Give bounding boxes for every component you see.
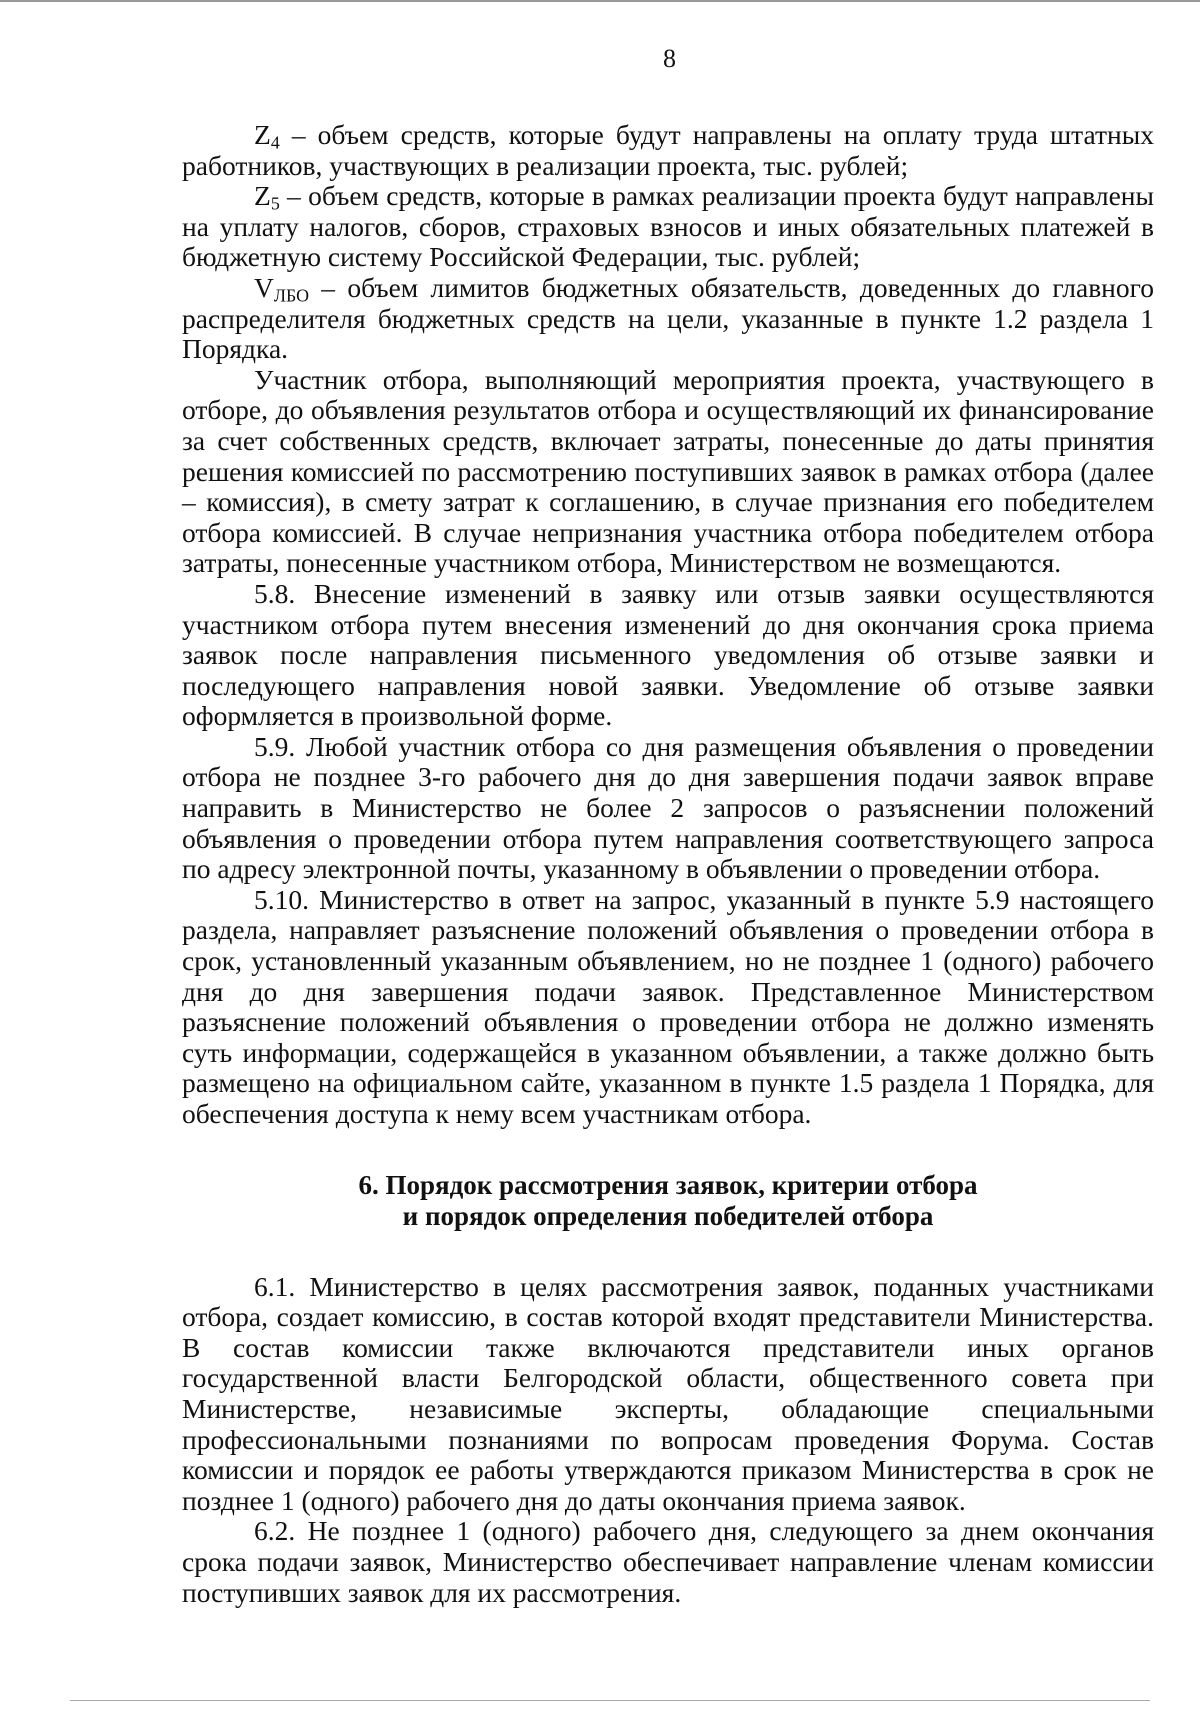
paragraph-6-1: 6.1. Министерство в целях рассмотрения заявок, поданных участниками отбора, создает комиссию, в состав которой входят представители Министерства. В состав комиссии также включаются представители иных органов государственной власти Белгородской области, общественного совета при Министерстве, независимые эксперты, обладающие специальными профессиональными познаниями по вопросам проведения Форума. Состав комиссии и порядок ее работы утверждаются приказом Министерства в срок не позднее 1 (одного) рабочего дня до даты окончания приема заявок. [182, 1270, 1154, 1516]
section-6-heading-line-1: 6. Порядок рассмотрения заявок, критерии отбора [358, 1169, 978, 1200]
z4-symbol: Z [254, 119, 271, 150]
paragraph-participant-costs: Участник отбора, выполняющий мероприятия проекта, участвующего в отборе, до объявления результатов отбора и осуществляющий их финансирование за счет собственных средств, включает затраты, понесенные до даты принятия решения комиссией по рассмотрению поступивших заявок в рамках отбора (далее – комиссия), в смету затрат к соглашению, в случае признания его победителем отбора комиссией. В случае непризнания участника отбора победителем отбора затраты, понесенные участником отбора, Министерством не возмещаются. [182, 363, 1154, 579]
z4-subscript: 4 [270, 132, 280, 153]
vlbo-symbol: V [254, 271, 274, 303]
z5-subscript: 5 [270, 193, 280, 214]
definition-z5 [182, 181, 1154, 273]
paragraph-5-10: 5.10. Министерство в ответ на запрос, указанный в пункте 5.9 настоящего раздела, направляет разъяснение положений объявления о проведении отбора в срок, установленный указанным объявлением, но не позднее 1 (одного) рабочего дня до дня завершения подачи заявок. Представленное Министерством разъяснение положений объявления о проведении отбора не должно изменять суть информации, содержащейся в указанном объявлении, а также должно быть размещено на официальном сайте, указанном в пункте 1.5 раздела 1 Порядка, для обеспечения доступа к нему всем участникам отбора. [182, 883, 1154, 1129]
top-scan-edge [0, 0, 1200, 2]
section-6-heading-line-2: и порядок определения победителей отбора [402, 1200, 934, 1231]
z4-definition-text: – объем средств, которые будут направлены на оплату труда штатных работников, участвующих в реализации проекта, тыс. рублей; [182, 119, 1154, 181]
definition-z4 [182, 120, 1154, 181]
paragraph-6-2: 6.2. Не позднее 1 (одного) рабочего дня, следующего за днем окончания срока подачи заявок, Министерство обеспечивает направление членам комиссии поступивших заявок для их рассмотрения. [182, 1515, 1154, 1608]
page-number: 8 [663, 44, 676, 73]
section-6-heading [182, 1170, 1154, 1232]
bottom-scan-edge [70, 1700, 1150, 1701]
paragraph-5-9: 5.9. Любой участник отбора со дня размещения объявления о проведении отбора не позднее 3-го рабочего дня до дня завершения подачи заявок вправе направить в Министерство не более 2 запросов о разъяснении положений объявления о проведении отбора путем направления соответствующего запроса по адресу электронной почты, указанному в объявлении о проведении отбора. [182, 730, 1154, 885]
z5-definition-text: – объем средств, которые в рамках реализации проекта будут направлены на уплату налогов, сборов, страховых взносов и иных обязательных платежей в бюджетную систему Российской Федерации, тыс. рублей; [182, 180, 1154, 273]
document-body [182, 120, 1154, 1608]
definition-vlbo [182, 273, 1154, 365]
paragraph-5-8: 5.8. Внесение изменений в заявку или отзыв заявки осуществляются участником отбора путем внесения изменений до дня окончания срока приема заявок после направления письменного уведомления об отзыве заявки и последующего направления новой заявки. Уведомление об отзыве заявки оформляется в произвольной форме. [182, 577, 1154, 732]
vlbo-subscript: ЛБО [273, 285, 310, 306]
vlbo-definition-text: – объем лимитов бюджетных обязательств, доведенных до главного распределителя бюджетных средств на цели, указанные в пункте 1.2 раздела 1 Порядка. [182, 271, 1154, 365]
z5-symbol: Z [254, 180, 271, 212]
